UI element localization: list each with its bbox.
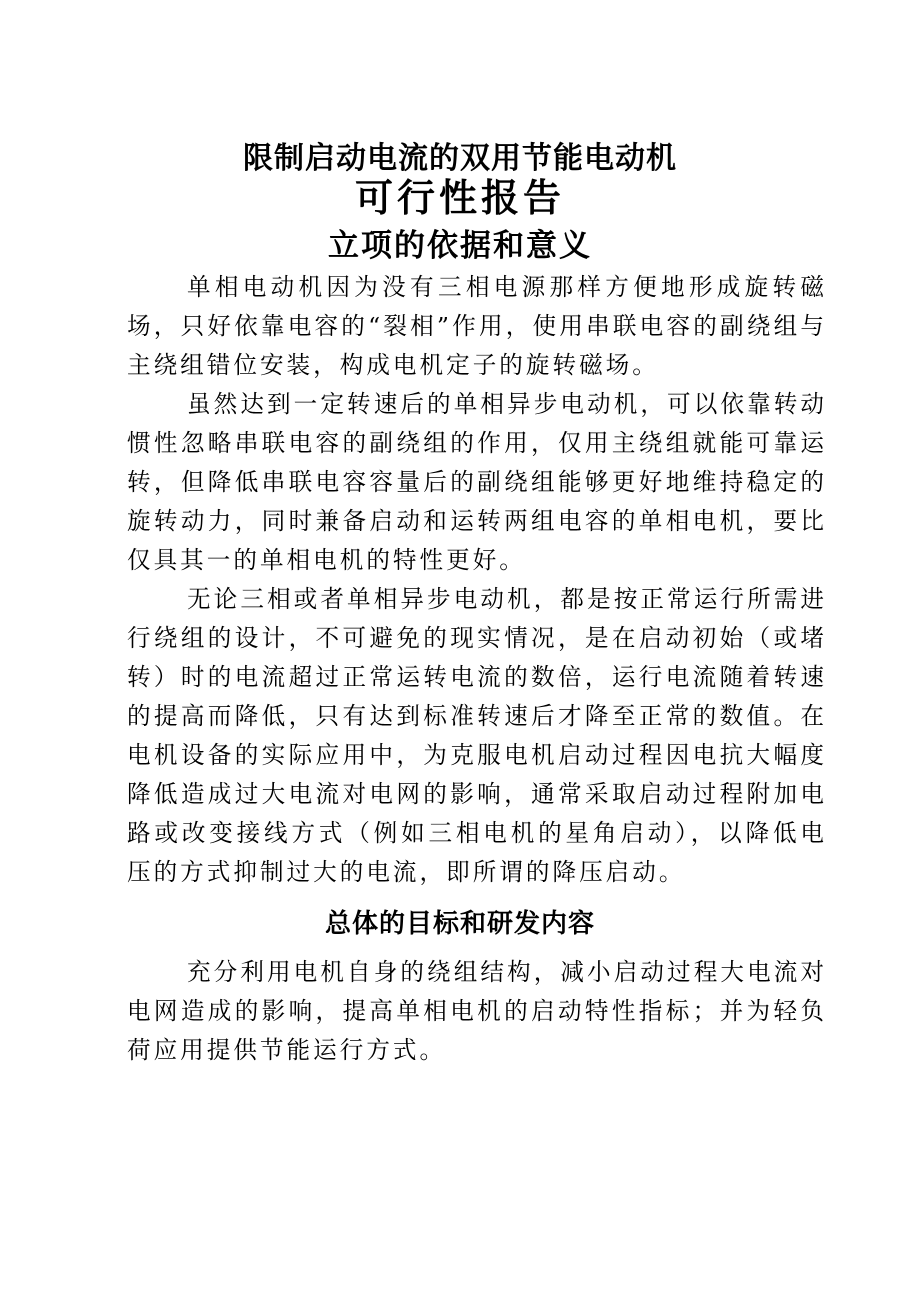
paragraph: 无论三相或者单相异步电动机，都是按正常运行所需进行绕组的设计，不可避免的现实情况，是在启动初始（或堵转）时的电流超过正常运转电流的数倍，运行电流随着转速的提高而降低，只有达到标准转速后才降至正常的数值。在电机设备的实际应用中，为克服电机启动过程因电抗大幅度降低造成过大电流对电网的影响，通常采取启动过程附加电路或改变接线方式（例如三相电机的星角启动），以降低电压的方式抑制过大的电流，即所谓的降压启动。 bbox=[127, 585, 827, 886]
paragraph: 虽然达到一定转速后的单相异步电动机，可以依靠转动惯性忽略串联电容的副绕组的作用，仅用主绕组就能可靠运转，但降低串联电容容量后的副绕组能够更好地维持稳定的旋转动力，同时兼备启动和运转两组电容的单相电机，要比仅具其一的单相电机的特性更好。 bbox=[127, 390, 827, 574]
section-body-basis bbox=[127, 268, 827, 892]
paragraph: 充分利用电机自身的绕组结构，减小启动过程大电流对电网造成的影响，提高单相电机的启动特性指标；并为轻负荷应用提供节能运行方式。 bbox=[127, 958, 827, 1064]
section-heading-goals: 总体的目标和研发内容 bbox=[324, 909, 595, 939]
section-heading-basis: 立项的依据和意义 bbox=[328, 228, 592, 264]
paragraph: 单相电动机因为没有三相电源那样方便地形成旋转磁场，只好依靠电容的“裂相”作用，使用串联电容的副绕组与主绕组错位安装，构成电机定子的旋转磁场。 bbox=[127, 273, 827, 379]
document-title: 限制启动电流的双用节能电动机 bbox=[243, 141, 677, 176]
section-body-goals bbox=[127, 953, 827, 1070]
document-subtitle: 可行性报告 bbox=[354, 175, 565, 220]
